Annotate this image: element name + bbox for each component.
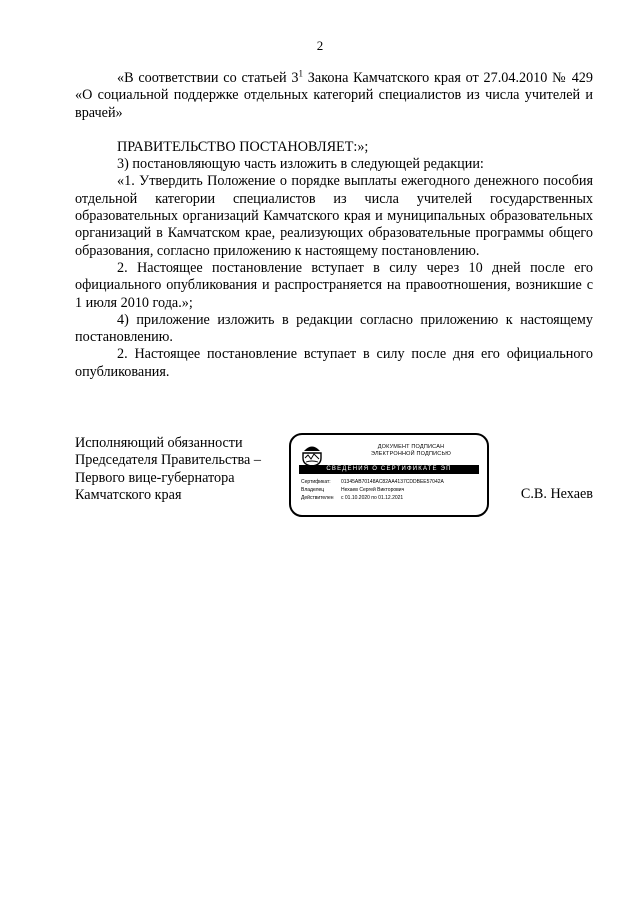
- document-body: [75, 70, 593, 381]
- paragraph-clause-2: 2. Настоящее постановление вступает в силу через 10 дней после его официального опубликования и распространяется на правоотношения, возникшие с 1 июля 2010 года.»;: [75, 259, 593, 311]
- signatory-line-4: Камчатского края: [75, 486, 182, 503]
- paragraph-item-3: 3) постановляющую часть изложить в следующей редакции:: [117, 156, 484, 173]
- preamble-text-start: «В соответствии со статьей 3: [117, 70, 299, 86]
- certificate-label: Сертификат:: [301, 479, 331, 485]
- electronic-signature-stamp: [289, 433, 489, 517]
- paragraph-amendment-preamble: [75, 70, 593, 122]
- signatory-title: [75, 435, 285, 504]
- paragraph-clause-1: «1. Утвердить Положение о порядке выплаты ежегодного денежного пособия отдельной категории специалистов из числа учителей государственных образовательных организаций Камчатского края и муниципальных образовательных организаций в Камчатском крае, реализующих образовательные программы общего образования, согласно приложению к настоящему постановлению.: [75, 173, 593, 259]
- signer-name: С.В. Нехаев: [520, 486, 593, 502]
- validity-row: [301, 495, 403, 501]
- owner-row: [301, 487, 404, 493]
- certificate-value: 01345AB70148AC82AA4137CDDBEE57042A: [341, 479, 444, 485]
- certificate-row: [301, 479, 444, 485]
- paragraph-entry-into-force: 2. Настоящее постановление вступает в силу после дня его официального опубликования.: [75, 346, 593, 380]
- signatory-line-2: Председателя Правительства –: [75, 452, 261, 469]
- signatory-line-1: Исполняющий обязанности: [75, 435, 243, 451]
- stamp-header-line-1: ДОКУМЕНТ ПОДПИСАН: [377, 444, 445, 450]
- preamble-text-end: Закона Камчатского края от 27.04.2010 № 429 «О социальной поддержке отдельных категорий специалистов из числа учителей и врачей»: [75, 70, 593, 121]
- coat-of-arms-icon: [301, 441, 323, 467]
- stamp-header: [351, 444, 471, 458]
- paragraph-item-4: 4) приложение изложить в редакции согласно приложению к настоящему постановлению.: [75, 311, 593, 346]
- certificate-info-bar: СВЕДЕНИЯ О СЕРТИФИКАТЕ ЭП: [299, 465, 479, 474]
- owner-label: Владелец: [301, 487, 325, 493]
- paragraph-resolves: ПРАВИТЕЛЬСТВО ПОСТАНОВЛЯЕТ:»;: [117, 138, 369, 155]
- validity-value: с 01.10.2020 по 01.12.2021: [341, 495, 404, 501]
- article-superscript: 1: [298, 68, 304, 79]
- page-number: 2: [316, 38, 324, 53]
- validity-label: Действителен: [301, 495, 334, 501]
- owner-value: Нехаев Сергей Викторович: [341, 487, 405, 493]
- signatory-line-3: Первого вице-губернатора: [75, 469, 235, 486]
- stamp-header-line-2: ЭЛЕКТРОННОЙ ПОДПИСЬЮ: [370, 451, 452, 457]
